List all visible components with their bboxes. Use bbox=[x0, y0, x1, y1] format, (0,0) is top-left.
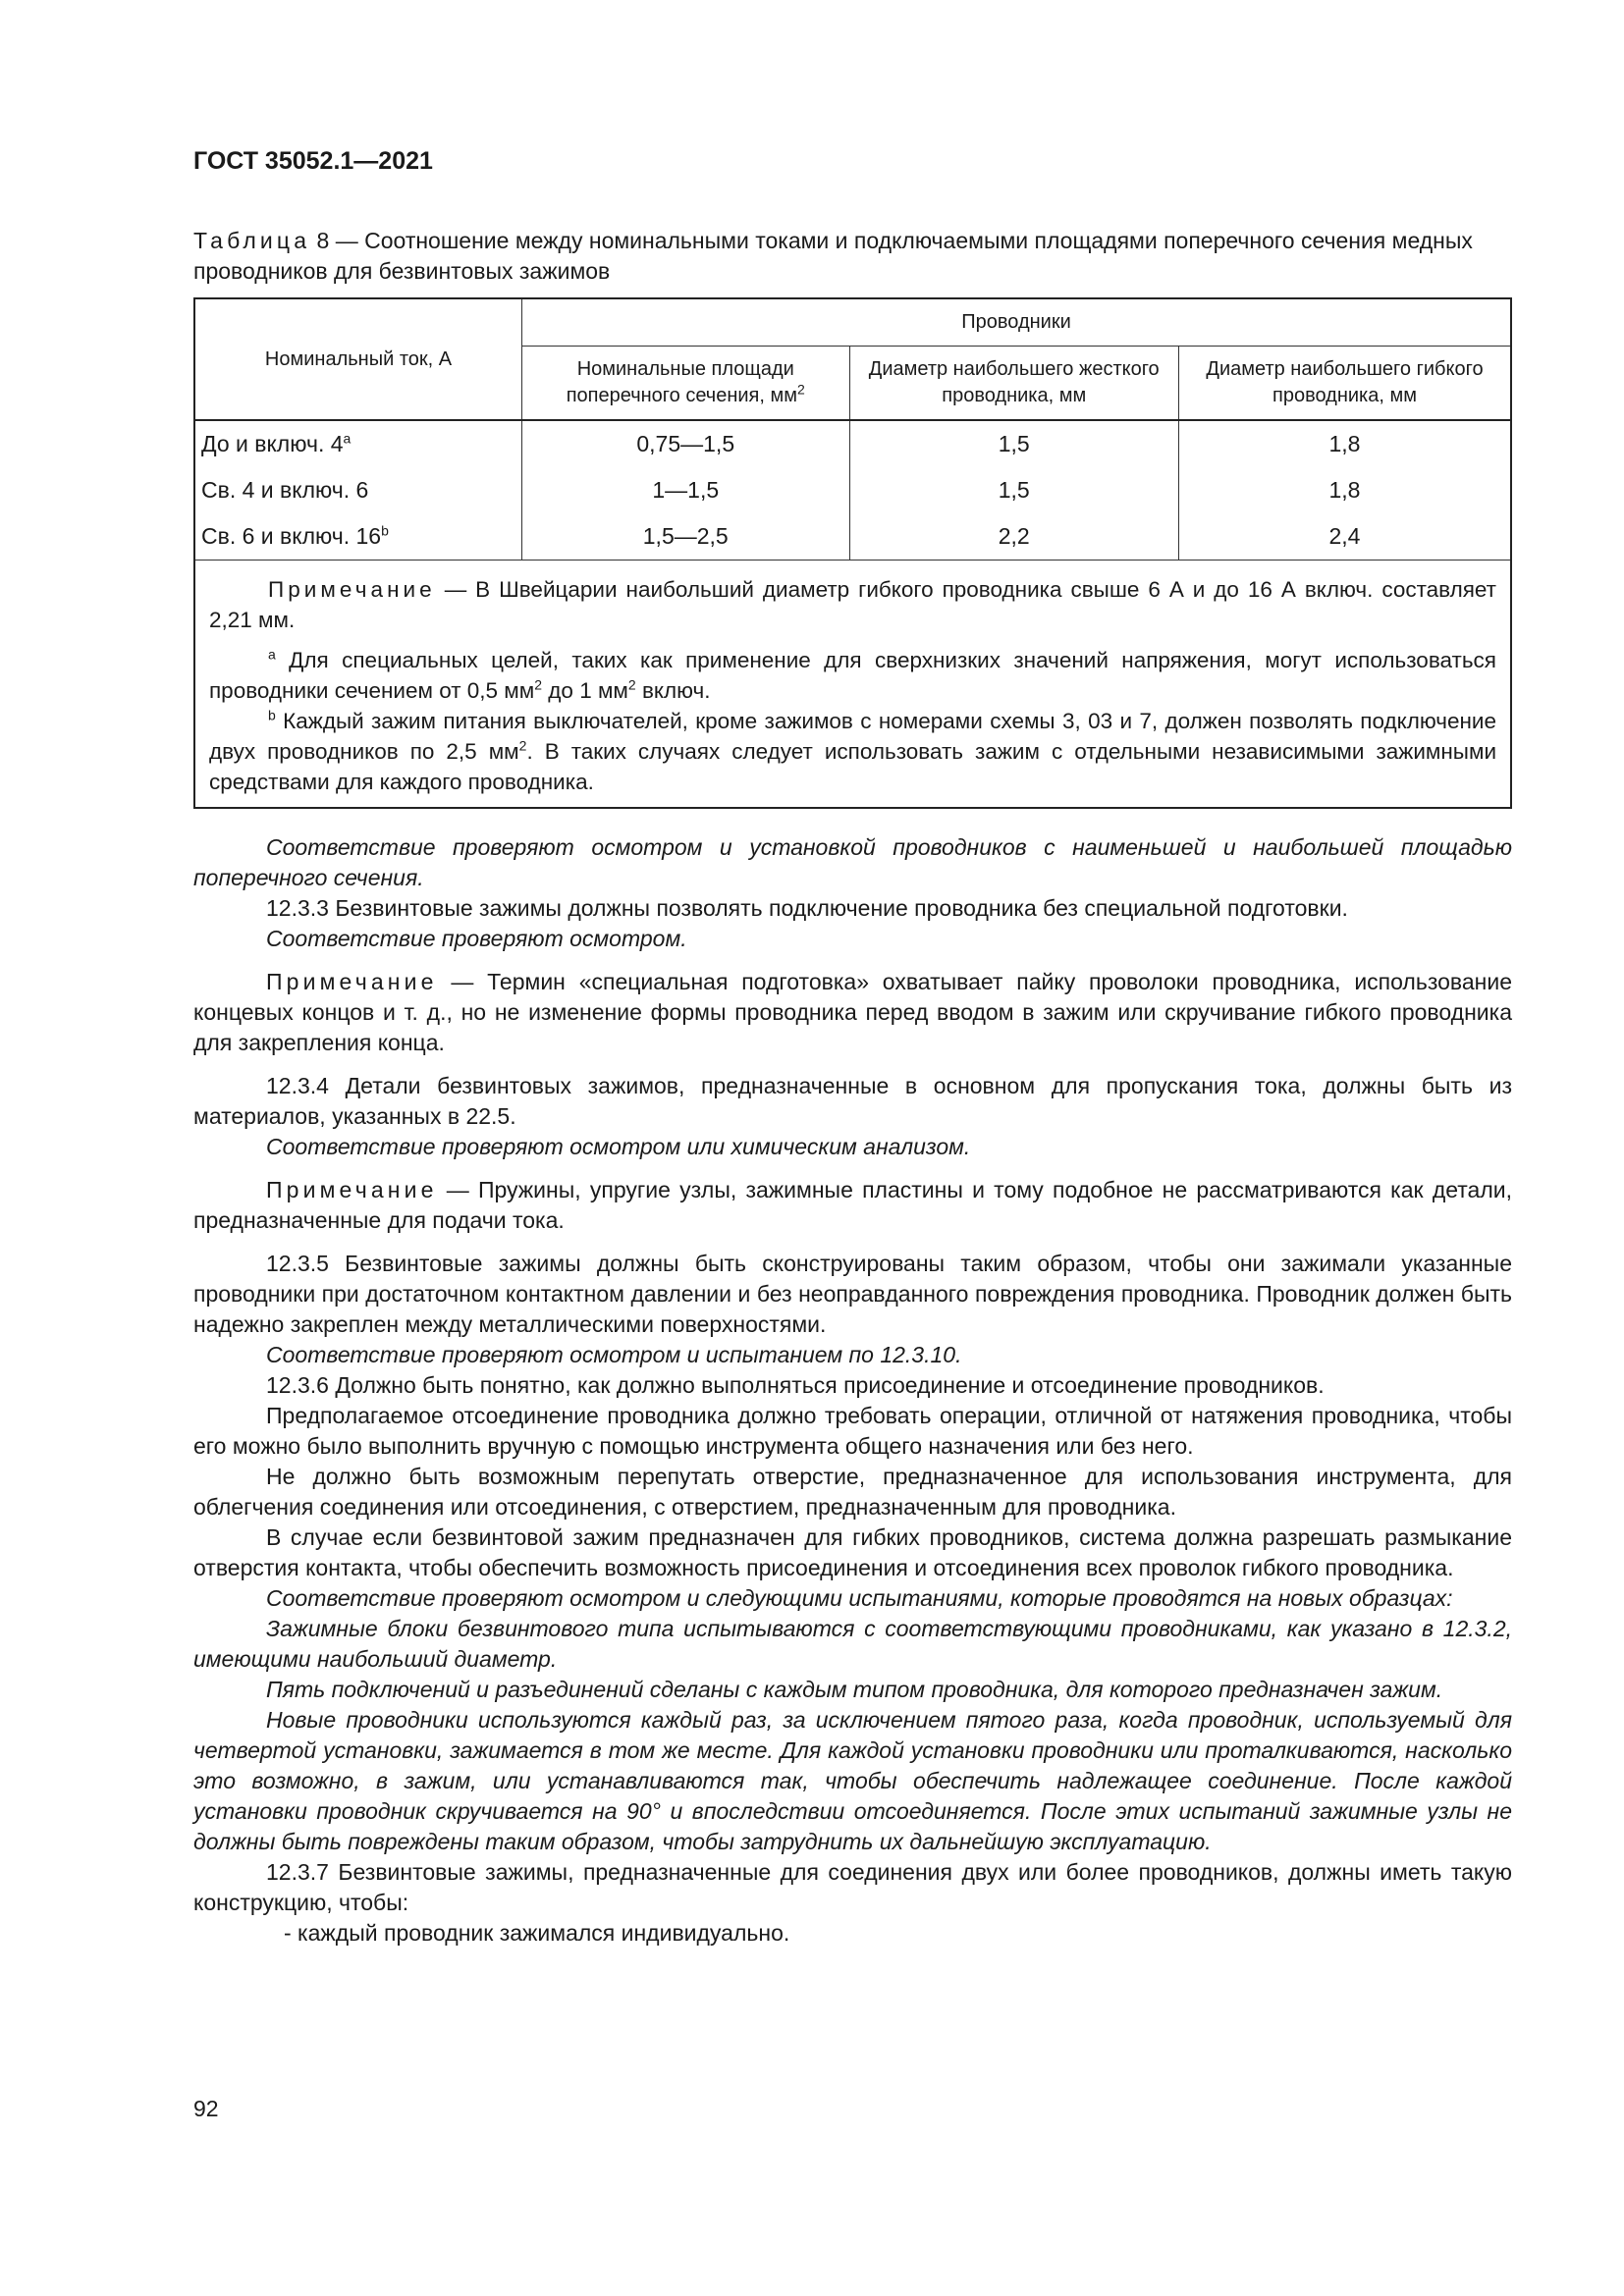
paragraph: Соответствие проверяют осмотром или химическим анализом. bbox=[266, 1134, 971, 1159]
footnote-a: $^a$ Для специальных целей, таких как применение для сверхнизких значений напряжения, могут использоваться проводники сечением от 0,5 $мм^2$ до 1 $мм^2$ включ. bbox=[209, 646, 1496, 703]
paragraph: В случае если безвинтовой зажим предназначен для гибких проводников, система должна разрешать размыкание отверстия контакта, чтобы обеспечить возможность присоединения и отсоединения всех проволок гибкого проводника. bbox=[193, 1524, 1512, 1580]
table-caption bbox=[193, 226, 1512, 287]
paragraph: 12.3.7 Безвинтовые зажимы, предназначенные для соединения двух или более проводников, должны иметь такую конструкцию, чтобы: bbox=[193, 1859, 1512, 1915]
standard-header: ГОСТ 35052.1—2021 bbox=[193, 147, 433, 175]
header-conductors: Проводники bbox=[522, 298, 1512, 346]
cell-flex: 1,8 bbox=[1178, 420, 1511, 467]
table-note: Примечание — В Швейцарии наибольший диаметр гибкого проводника свыше 6 А и до 16 А включ. составляет 2,21 мм. bbox=[209, 577, 1496, 632]
header-rigid-diameter: Диаметр наибольшего жесткого проводника, мм bbox=[849, 346, 1178, 420]
paragraph: Не должно быть возможным перепутать отверстие, предназначенное для использования инструмента, для облегчения соединения или отсоединения, с отверстием, предназначенным для проводника. bbox=[193, 1464, 1512, 1520]
row-label: Св. 6 и включ. 16$^b$ bbox=[194, 513, 522, 561]
table-row bbox=[194, 467, 1511, 513]
paragraph: 12.3.3 Безвинтовые зажимы должны позволять подключение проводника без специальной подготовки. bbox=[266, 895, 1348, 921]
page-number: 92 bbox=[193, 2096, 219, 2121]
paragraph: Зажимные блоки безвинтового типа испытываются с соответствующими проводниками, как указано в 12.3.2, имеющими наибольший диаметр. bbox=[193, 1616, 1512, 1672]
footnote-b: $^b$ Каждый зажим питания выключателей, кроме зажимов с номерами схемы 3, 03 и 7, должен позволять подключение двух проводников по 2,5 $мм^2$. В таких случаях следует использовать зажим с отдельными независимыми зажимными средствами для каждого проводника. bbox=[209, 707, 1497, 794]
paragraph: Соответствие проверяют осмотром и установкой проводников с наименьшей и наибольшей площадью поперечного сечения. bbox=[193, 834, 1512, 890]
note-paragraph: Примечание — Пружины, упругие узлы, зажимные пластины и тому подобное не рассматриваются как детали, предназначенные для подачи тока. bbox=[193, 1177, 1512, 1233]
paragraph: Новые проводники используются каждый раз, за исключением пятого раза, когда проводник, используемый для четвертой установки, зажимается в том же месте. Для каждой установки проводники или проталкиваются, насколько это возможно, в зажим, или устанавливаются так, чтобы обеспечить надлежащее соединение. После каждой установки проводник скручивается на 90° и впоследствии отсоединяется. После этих испытаний зажимные узлы не должны быть повреждены таким образом, чтобы затруднить их дальнейшую эксплуатацию. bbox=[193, 1707, 1512, 1854]
cell-rigid: 1,5 bbox=[849, 467, 1178, 513]
table-notes bbox=[195, 561, 1510, 807]
cell-flex: 1,8 bbox=[1178, 467, 1511, 513]
cell-rigid: 1,5 bbox=[849, 420, 1178, 467]
table-caption-text: 8 — Соотношение между номинальными токами и подключаемыми площадями поперечного сечения медных проводников для безвинтовых зажимов bbox=[193, 228, 1473, 284]
cell-area: 0,75—1,5 bbox=[522, 420, 850, 467]
paragraph: Соответствие проверяют осмотром. bbox=[266, 926, 687, 951]
header-rated-current: Номинальный ток, А bbox=[194, 298, 522, 420]
row-label: До и включ. 4$^a$ bbox=[194, 420, 522, 467]
paragraph: Пять подключений и разъединений сделаны с каждым типом проводника, для которого предназначен зажим. bbox=[266, 1677, 1443, 1702]
paragraph: Соответствие проверяют осмотром и следующими испытаниями, которые проводятся на новых образцах: bbox=[266, 1585, 1453, 1611]
note-paragraph: Примечание — Термин «специальная подготовка» охватывает пайку проволоки проводника, использование концевых концов и т. д., но не изменение формы проводника перед вводом в зажим или скручивание гибкого проводника для закрепления конца. bbox=[193, 969, 1512, 1055]
table-row bbox=[194, 420, 1511, 467]
table-notes-row bbox=[194, 561, 1511, 809]
list-item: - каждый проводник зажимался индивидуально. bbox=[284, 1920, 790, 1946]
paragraph: 12.3.4 Детали безвинтовых зажимов, предназначенные в основном для пропускания тока, должны быть из материалов, указанных в 22.5. bbox=[193, 1073, 1512, 1129]
row-label: Св. 4 и включ. 6 bbox=[194, 467, 522, 513]
conductor-table bbox=[193, 297, 1512, 809]
table-row bbox=[194, 513, 1511, 561]
paragraph: Соответствие проверяют осмотром и испытанием по 12.3.10. bbox=[266, 1342, 962, 1367]
paragraph: 12.3.5 Безвинтовые зажимы должны быть сконструированы таким образом, чтобы они зажимали указанные проводники при достаточном контактном давлении и без неоправданного повреждения проводника. Проводник должен быть надежно закреплен между металлическими поверхностями. bbox=[193, 1251, 1512, 1337]
header-cross-section: Номинальные площади поперечного сечения, $мм^2$ bbox=[522, 346, 850, 420]
cell-flex: 2,4 bbox=[1178, 513, 1511, 561]
cell-rigid: 2,2 bbox=[849, 513, 1178, 561]
cell-area: 1—1,5 bbox=[522, 467, 850, 513]
paragraph: Предполагаемое отсоединение проводника должно требовать операции, отличной от натяжения проводника, чтобы его можно было выполнить вручную с помощью инструмента общего назначения или без него. bbox=[193, 1403, 1512, 1459]
paragraph: 12.3.6 Должно быть понятно, как должно выполняться присоединение и отсоединение проводников. bbox=[266, 1372, 1325, 1398]
table-caption-label: Таблица bbox=[193, 228, 311, 253]
cell-area: 1,5—2,5 bbox=[522, 513, 850, 561]
body-text bbox=[193, 832, 1512, 1949]
header-flexible-diameter: Диаметр наибольшего гибкого проводника, мм bbox=[1178, 346, 1511, 420]
